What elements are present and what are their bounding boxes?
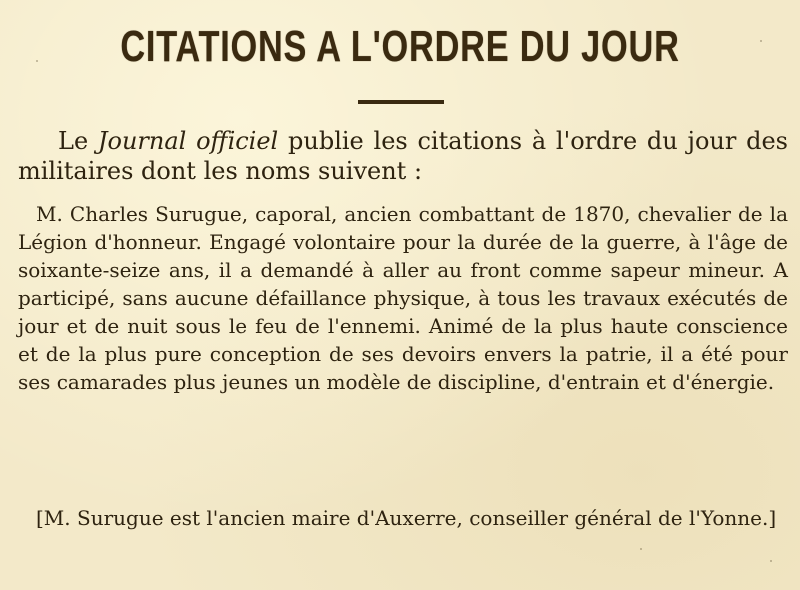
paper-speck [770,560,772,562]
intro-pre: Le [58,127,98,155]
intro-paragraph [18,126,788,186]
intro-post: publie les citations à l'ordre du jour des militaires dont les noms suivent : [18,127,788,185]
paper-speck [36,60,38,62]
headline: CITATIONS A L'ORDRE DU JOUR [120,22,680,71]
citation-paragraph: M. Charles Surugue, caporal, ancien combattant de 1870, chevalier de la Légion d'honneur. Engagé volontaire pour la durée de la guerre, à l'âge de soixante-seize ans, il a demandé à aller au front comme sapeur mineur. A participé, sans aucune défaillance physique, à tous les travaux exécutés de jour et de nuit sous le feu de l'ennemi. Animé de la plus haute conscience et de la plus pure conception de ses devoirs envers la patrie, il a été pour ses camarades plus jeunes un modèle de discipline, d'entrain et d'énergie. [18,202,788,394]
headline-rule [358,100,444,104]
paper-speck [760,40,762,42]
journal-title: Journal officiel [97,127,279,155]
paper-speck [640,548,642,550]
editor-note: [M. Surugue est l'ancien maire d'Auxerre, conseiller général de l'Yonne.] [36,506,777,530]
